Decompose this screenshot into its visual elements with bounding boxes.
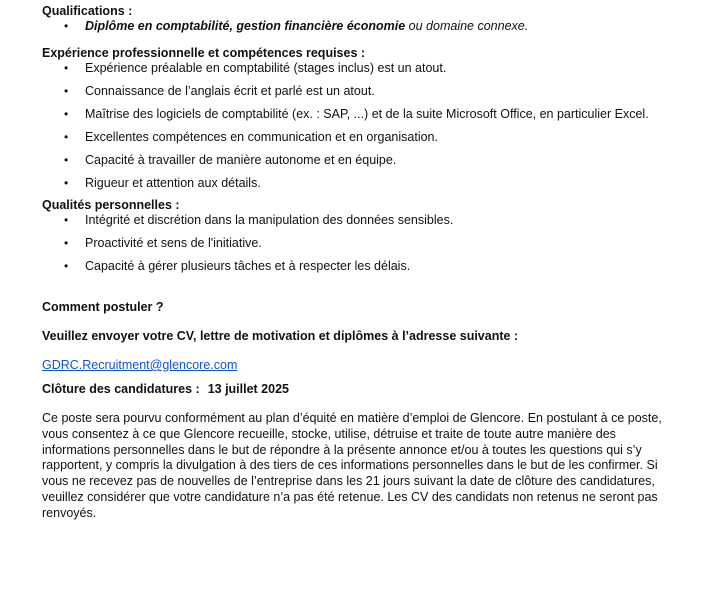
personal-qualities-heading: Qualités personnelles : [42, 198, 180, 212]
list-item [42, 130, 672, 145]
list-item [42, 61, 672, 76]
experience-heading: Expérience professionnelle et compétences requises : [42, 46, 366, 60]
bullet-icon: • [64, 259, 69, 273]
list-item [42, 176, 672, 191]
bullet-icon: • [64, 19, 69, 33]
list-item [42, 236, 672, 251]
list-item-text: Connaissance de l’anglais écrit et parlé est un atout. [85, 84, 375, 98]
bullet-icon: • [64, 61, 69, 75]
bullet-icon: • [64, 84, 69, 98]
qualifications-list [42, 19, 672, 34]
list-item-text: Capacité à gérer plusieurs tâches et à respecter les délais. [85, 259, 411, 273]
list-item [42, 19, 672, 34]
list-item [42, 213, 672, 228]
bullet-icon: • [64, 107, 69, 121]
personal-qualities-list [42, 213, 672, 274]
list-item-text: Intégrité et discrétion dans la manipulation des données sensibles. [85, 213, 454, 227]
closing-date-label: Clôture des candidatures : [42, 382, 200, 396]
bullet-icon: • [64, 153, 69, 167]
list-item [42, 107, 672, 122]
qualification-degree: Diplôme en comptabilité, gestion financière économie [85, 19, 406, 33]
bullet-icon: • [64, 213, 69, 227]
qualification-degree-rest: ou domaine connexe. [405, 19, 529, 33]
list-item [42, 259, 672, 274]
bullet-icon: • [64, 176, 69, 190]
list-item-text: Proactivité et sens de l'initiative. [85, 236, 262, 250]
list-item [42, 153, 672, 168]
closing-date-value: 13 juillet 2025 [207, 382, 289, 396]
recruitment-email-link[interactable]: GDRC.Recruitment@glencore.com [42, 358, 238, 372]
bullet-icon: • [64, 130, 69, 144]
application-instruction: Veuillez envoyer votre CV, lettre de motivation et diplômes à l’adresse suivante : [42, 329, 519, 343]
list-item-text: Excellentes compétences en communication et en organisation. [85, 130, 438, 144]
qualifications-heading: Qualifications : [42, 4, 133, 18]
list-item-text: Expérience préalable en comptabilité (stages inclus) est un atout. [85, 61, 447, 75]
privacy-disclaimer: Ce poste sera pourvu conformément au plan d’équité en matière d’emploi de Glencore. En postulant à ce poste, vous consentez à ce que Glencore recueille, stocke, utilise, détruise et traite de toute autre manière des informations personnelles dans le but de répondre à la présente annonce et/ou à toutes les questions qui s’y rapportent, y compris la divulgation à des tiers de ces informations personnelles dans le but de les confirmer. Si vous ne recevez pas de nouvelles de l’entreprise dans les 21 jours suivant la date de clôture des candidatures, veuillez considérer que votre candidature n’a pas été retenue. Les CV des candidats non retenus ne seront pas renvoyés. [42, 411, 662, 520]
list-item [42, 84, 672, 99]
list-item-text: Capacité à travailler de manière autonome et en équipe. [85, 153, 397, 167]
how-to-apply-heading: Comment postuler ? [42, 300, 164, 314]
experience-list [42, 61, 672, 191]
bullet-icon: • [64, 236, 69, 250]
closing-date-line [42, 382, 672, 397]
list-item-text: Maîtrise des logiciels de comptabilité (ex. : SAP, ...) et de la suite Microsoft Office, en particulier Excel. [85, 107, 649, 121]
job-posting-document [42, 4, 672, 522]
list-item-text: Rigueur et attention aux détails. [85, 176, 261, 190]
